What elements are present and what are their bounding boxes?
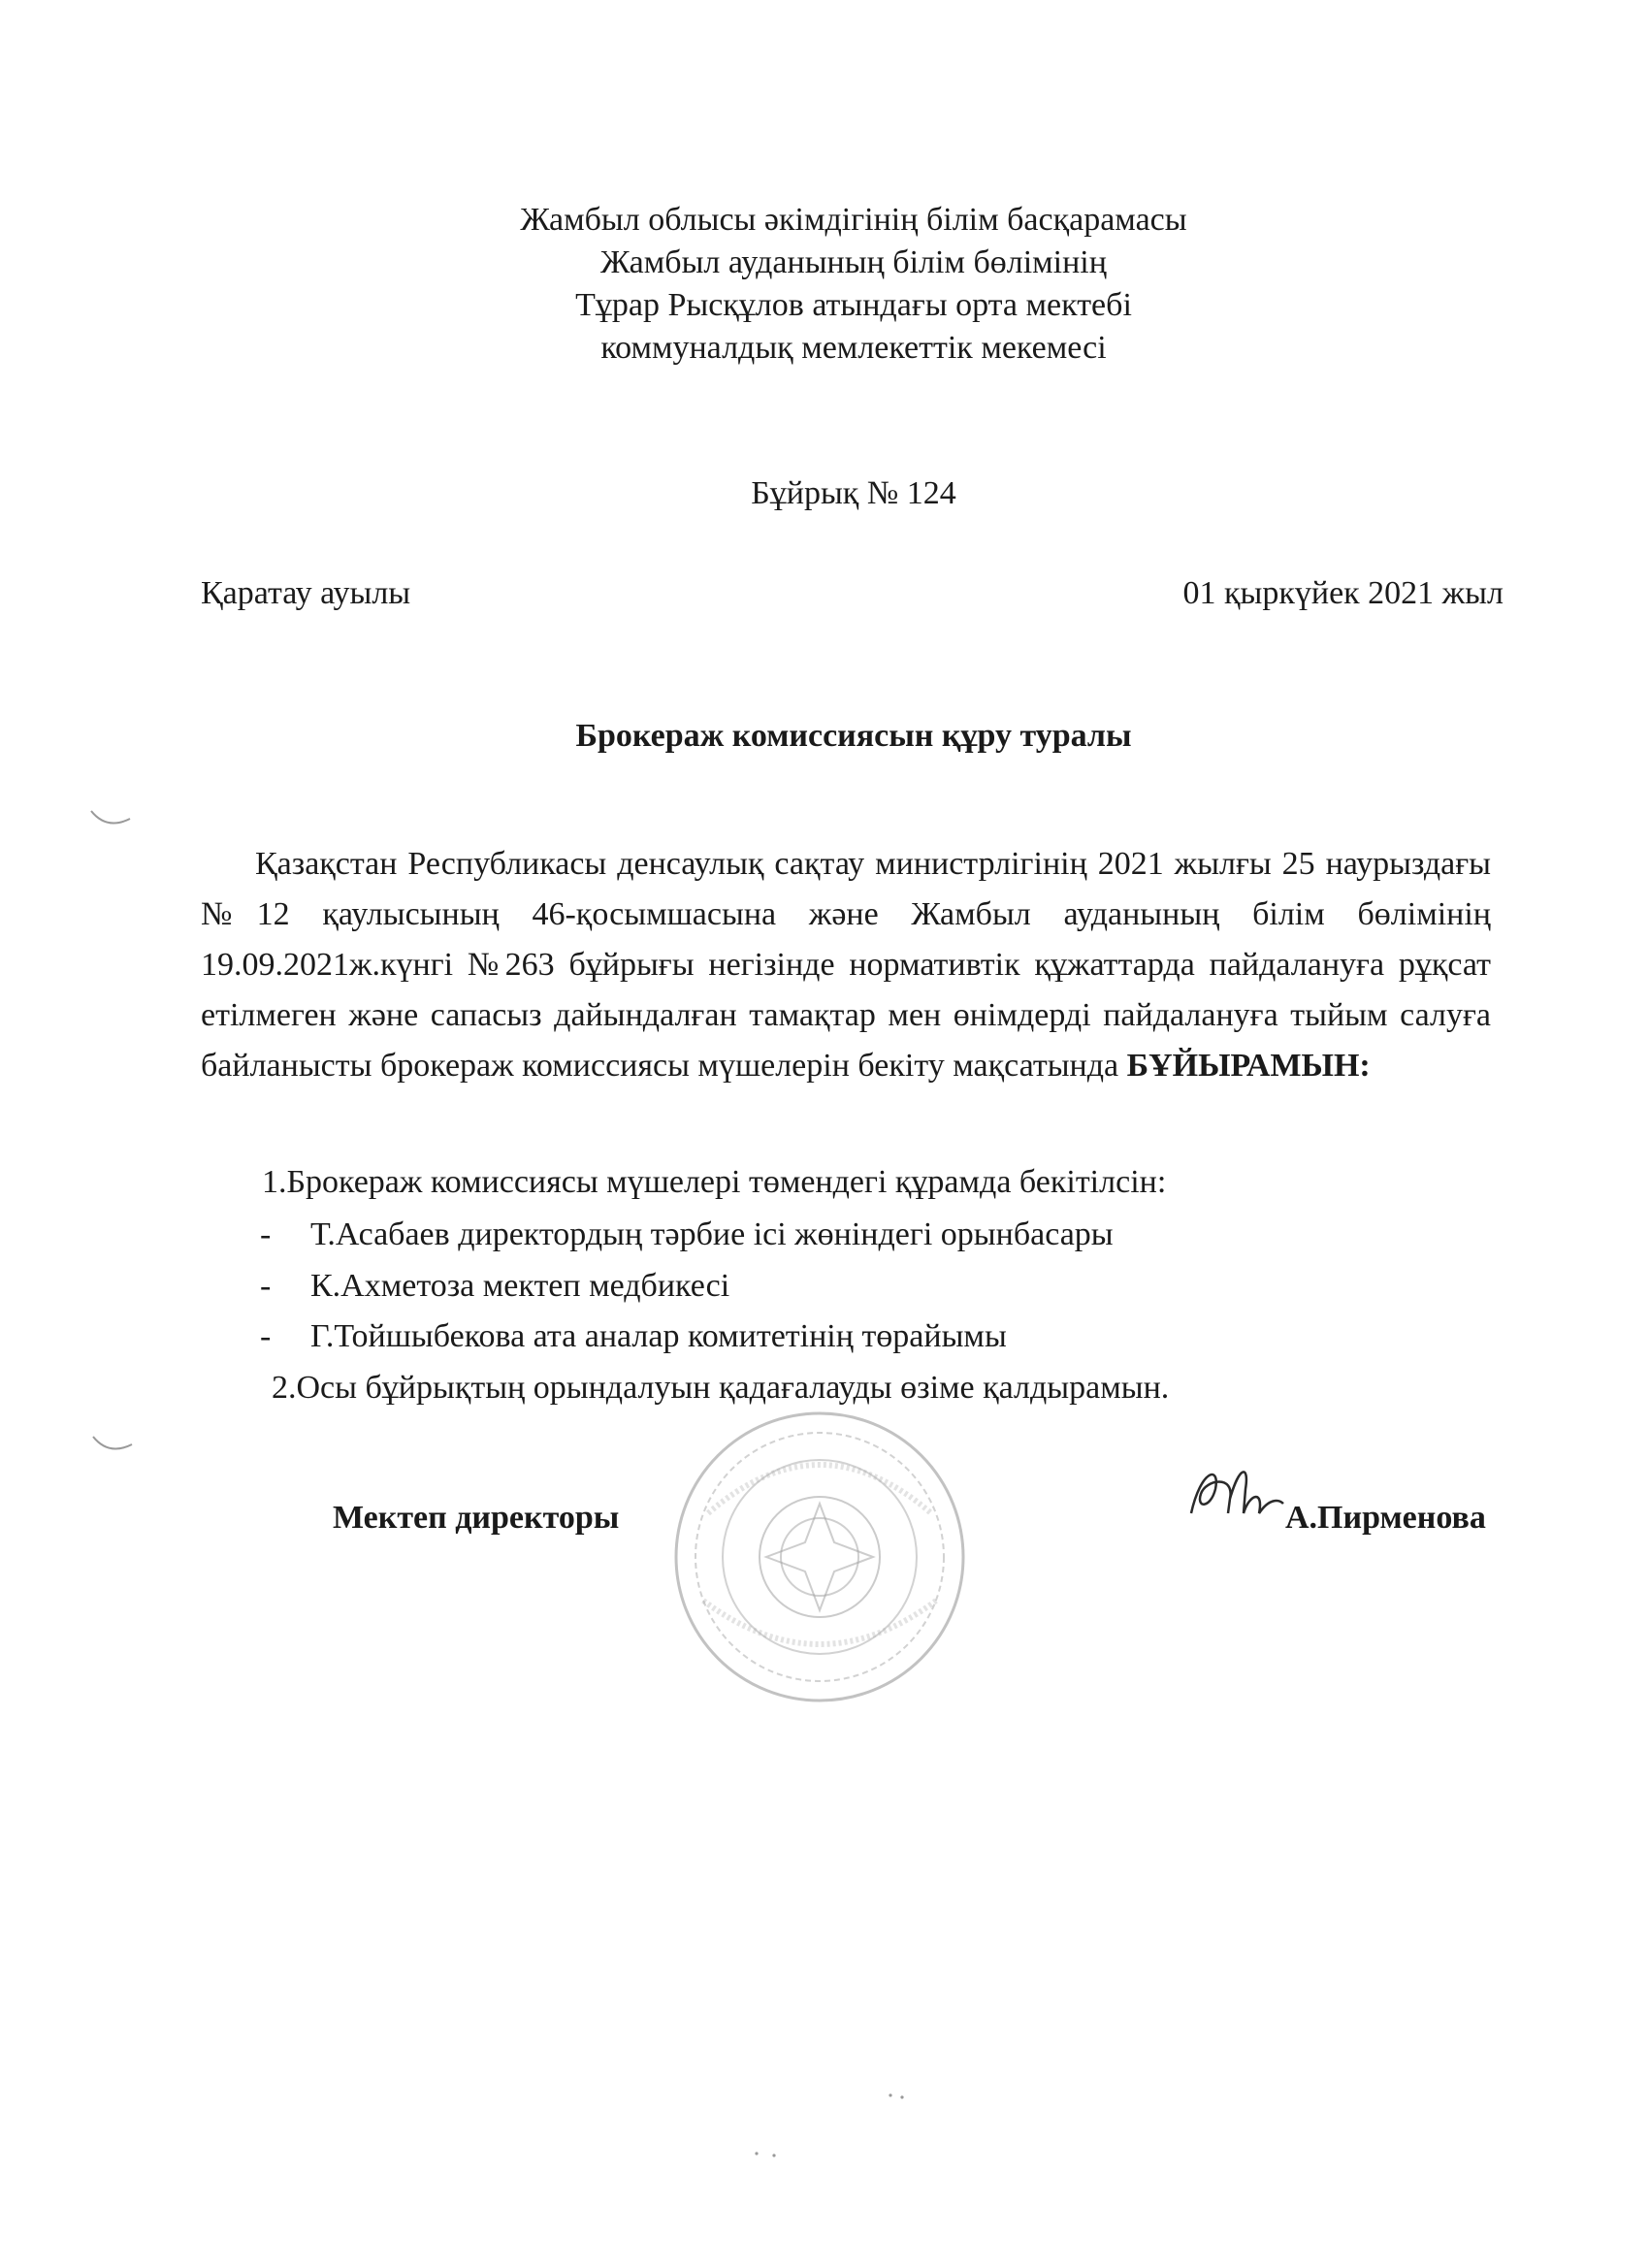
handwritten-signature xyxy=(1181,1460,1288,1528)
header-line: Жамбыл ауданының білім бөлімінің xyxy=(600,244,1107,280)
member-item xyxy=(260,1216,1114,1253)
document-title: Брокераж комиссиясын құру туралы xyxy=(575,718,1132,754)
scan-artifact-left-upper xyxy=(87,805,136,834)
list-item-2: 2.Осы бұйрықтың орындалуын қадағалауды өзіме қалдырамын. xyxy=(272,1370,1170,1406)
organization-header xyxy=(0,199,1649,370)
header-line: Тұрар Рысқұлов атындағы орта мектебі xyxy=(575,287,1132,323)
member-text: Г.Тойшыбекова ата аналар комитетінің төрайымы xyxy=(310,1318,1007,1354)
scan-artifact-left-lower xyxy=(89,1431,138,1460)
paragraph-text: Қазақстан Республикасы денсаулық сақтау министрлігінің 2021 жылғы 25 наурыздағы №12 қаулысының 46-қосымшасына және Жамбыл ауданының білім бөлімінің 19.09.2021ж.күнгі №263 бұйрығы негізінде нормативтік құжаттарда пайдалануға рұқсат етілмеген және сапасыз дайындалған тамақтар мен өнімдерді пайдалануға тыйым салуға байланысты брокераж комиссиясы мүшелерін бекіту мақсатында xyxy=(201,846,1491,1084)
official-stamp xyxy=(669,1407,970,1707)
body-paragraph xyxy=(201,839,1491,1091)
place: Қаратау ауылы xyxy=(201,575,411,611)
list-item-1: 1.Брокераж комиссиясы мүшелері төмендегі құрамда бекітілсін: xyxy=(262,1164,1167,1200)
signatory-name: А.Пирменова xyxy=(1285,1500,1486,1536)
member-item xyxy=(260,1268,729,1305)
header-line: Жамбыл облысы әкімдігінің білім басқарамасы xyxy=(520,202,1187,238)
date: 01 қыркүйек 2021 жыл xyxy=(1182,575,1504,611)
dash: - xyxy=(260,1318,272,1354)
dash: - xyxy=(260,1216,272,1252)
header-line: коммуналдық мемлекеттік мекемесі xyxy=(600,330,1107,366)
member-item xyxy=(260,1318,1007,1355)
dash: - xyxy=(260,1268,272,1304)
paragraph-bold-text: БҰЙЫРАМЫН: xyxy=(1126,1048,1371,1084)
signatory-role: Мектеп директоры xyxy=(333,1500,620,1536)
member-text: Т.Асабаев директордың тәрбие ісі жөніндегі орынбасары xyxy=(310,1216,1114,1252)
scan-dots xyxy=(747,2086,922,2163)
order-number: Бұйрық № 124 xyxy=(751,475,956,511)
member-text: К.Ахметоза мектеп медбикесі xyxy=(310,1268,730,1304)
